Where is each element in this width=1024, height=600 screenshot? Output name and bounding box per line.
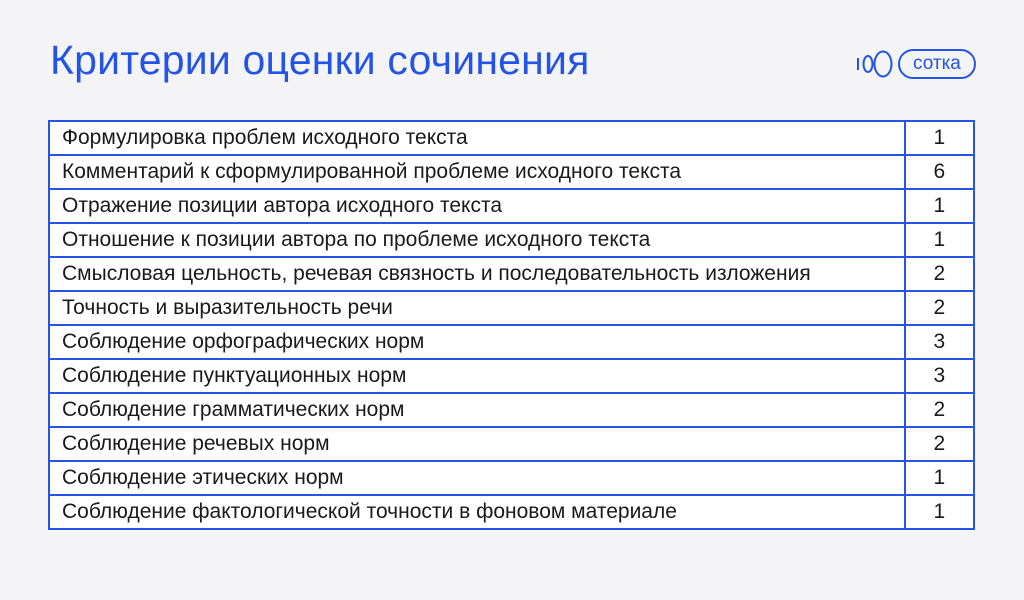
criterion-label: Соблюдение орфографических норм: [49, 325, 905, 359]
criterion-label: Формулировка проблем исходного текста: [49, 121, 905, 155]
table-row: [49, 359, 974, 393]
criterion-label: Соблюдение фактологической точности в фоновом материале: [49, 495, 905, 529]
criterion-score: 1: [905, 121, 974, 155]
table-row: [49, 427, 974, 461]
criterion-label: Смысловая цельность, речевая связность и последовательность изложения: [49, 257, 905, 291]
table-row: [49, 189, 974, 223]
page-title: Критерии оценки сочинения: [50, 37, 590, 83]
table-row: [49, 393, 974, 427]
criterion-score: 2: [905, 291, 974, 325]
table-row: [49, 325, 974, 359]
criterion-score: 3: [905, 325, 974, 359]
criterion-score: 2: [905, 257, 974, 291]
criterion-score: 3: [905, 359, 974, 393]
criterion-score: 1: [905, 495, 974, 529]
sotka-logo-icon: [854, 49, 894, 79]
brand-logo: [854, 47, 976, 81]
criterion-label: Точность и выразительность речи: [49, 291, 905, 325]
brand-name: сотка: [898, 49, 976, 79]
criterion-score: 1: [905, 461, 974, 495]
table-row: [49, 495, 974, 529]
criterion-score: 6: [905, 155, 974, 189]
criterion-label: Соблюдение пунктуационных норм: [49, 359, 905, 393]
criterion-score: 2: [905, 393, 974, 427]
criterion-score: 2: [905, 427, 974, 461]
table-row: [49, 155, 974, 189]
criteria-table: [48, 120, 975, 530]
criterion-label: Соблюдение этических норм: [49, 461, 905, 495]
criterion-label: Комментарий к сформулированной проблеме исходного текста: [49, 155, 905, 189]
table-row: [49, 291, 974, 325]
table-row: [49, 461, 974, 495]
criterion-label: Отношение к позиции автора по проблеме исходного текста: [49, 223, 905, 257]
criterion-score: 1: [905, 223, 974, 257]
table-row: [49, 121, 974, 155]
criterion-label: Соблюдение грамматических норм: [49, 393, 905, 427]
table-row: [49, 257, 974, 291]
criterion-label: Отражение позиции автора исходного текста: [49, 189, 905, 223]
criterion-score: 1: [905, 189, 974, 223]
criterion-label: Соблюдение речевых норм: [49, 427, 905, 461]
table-row: [49, 223, 974, 257]
